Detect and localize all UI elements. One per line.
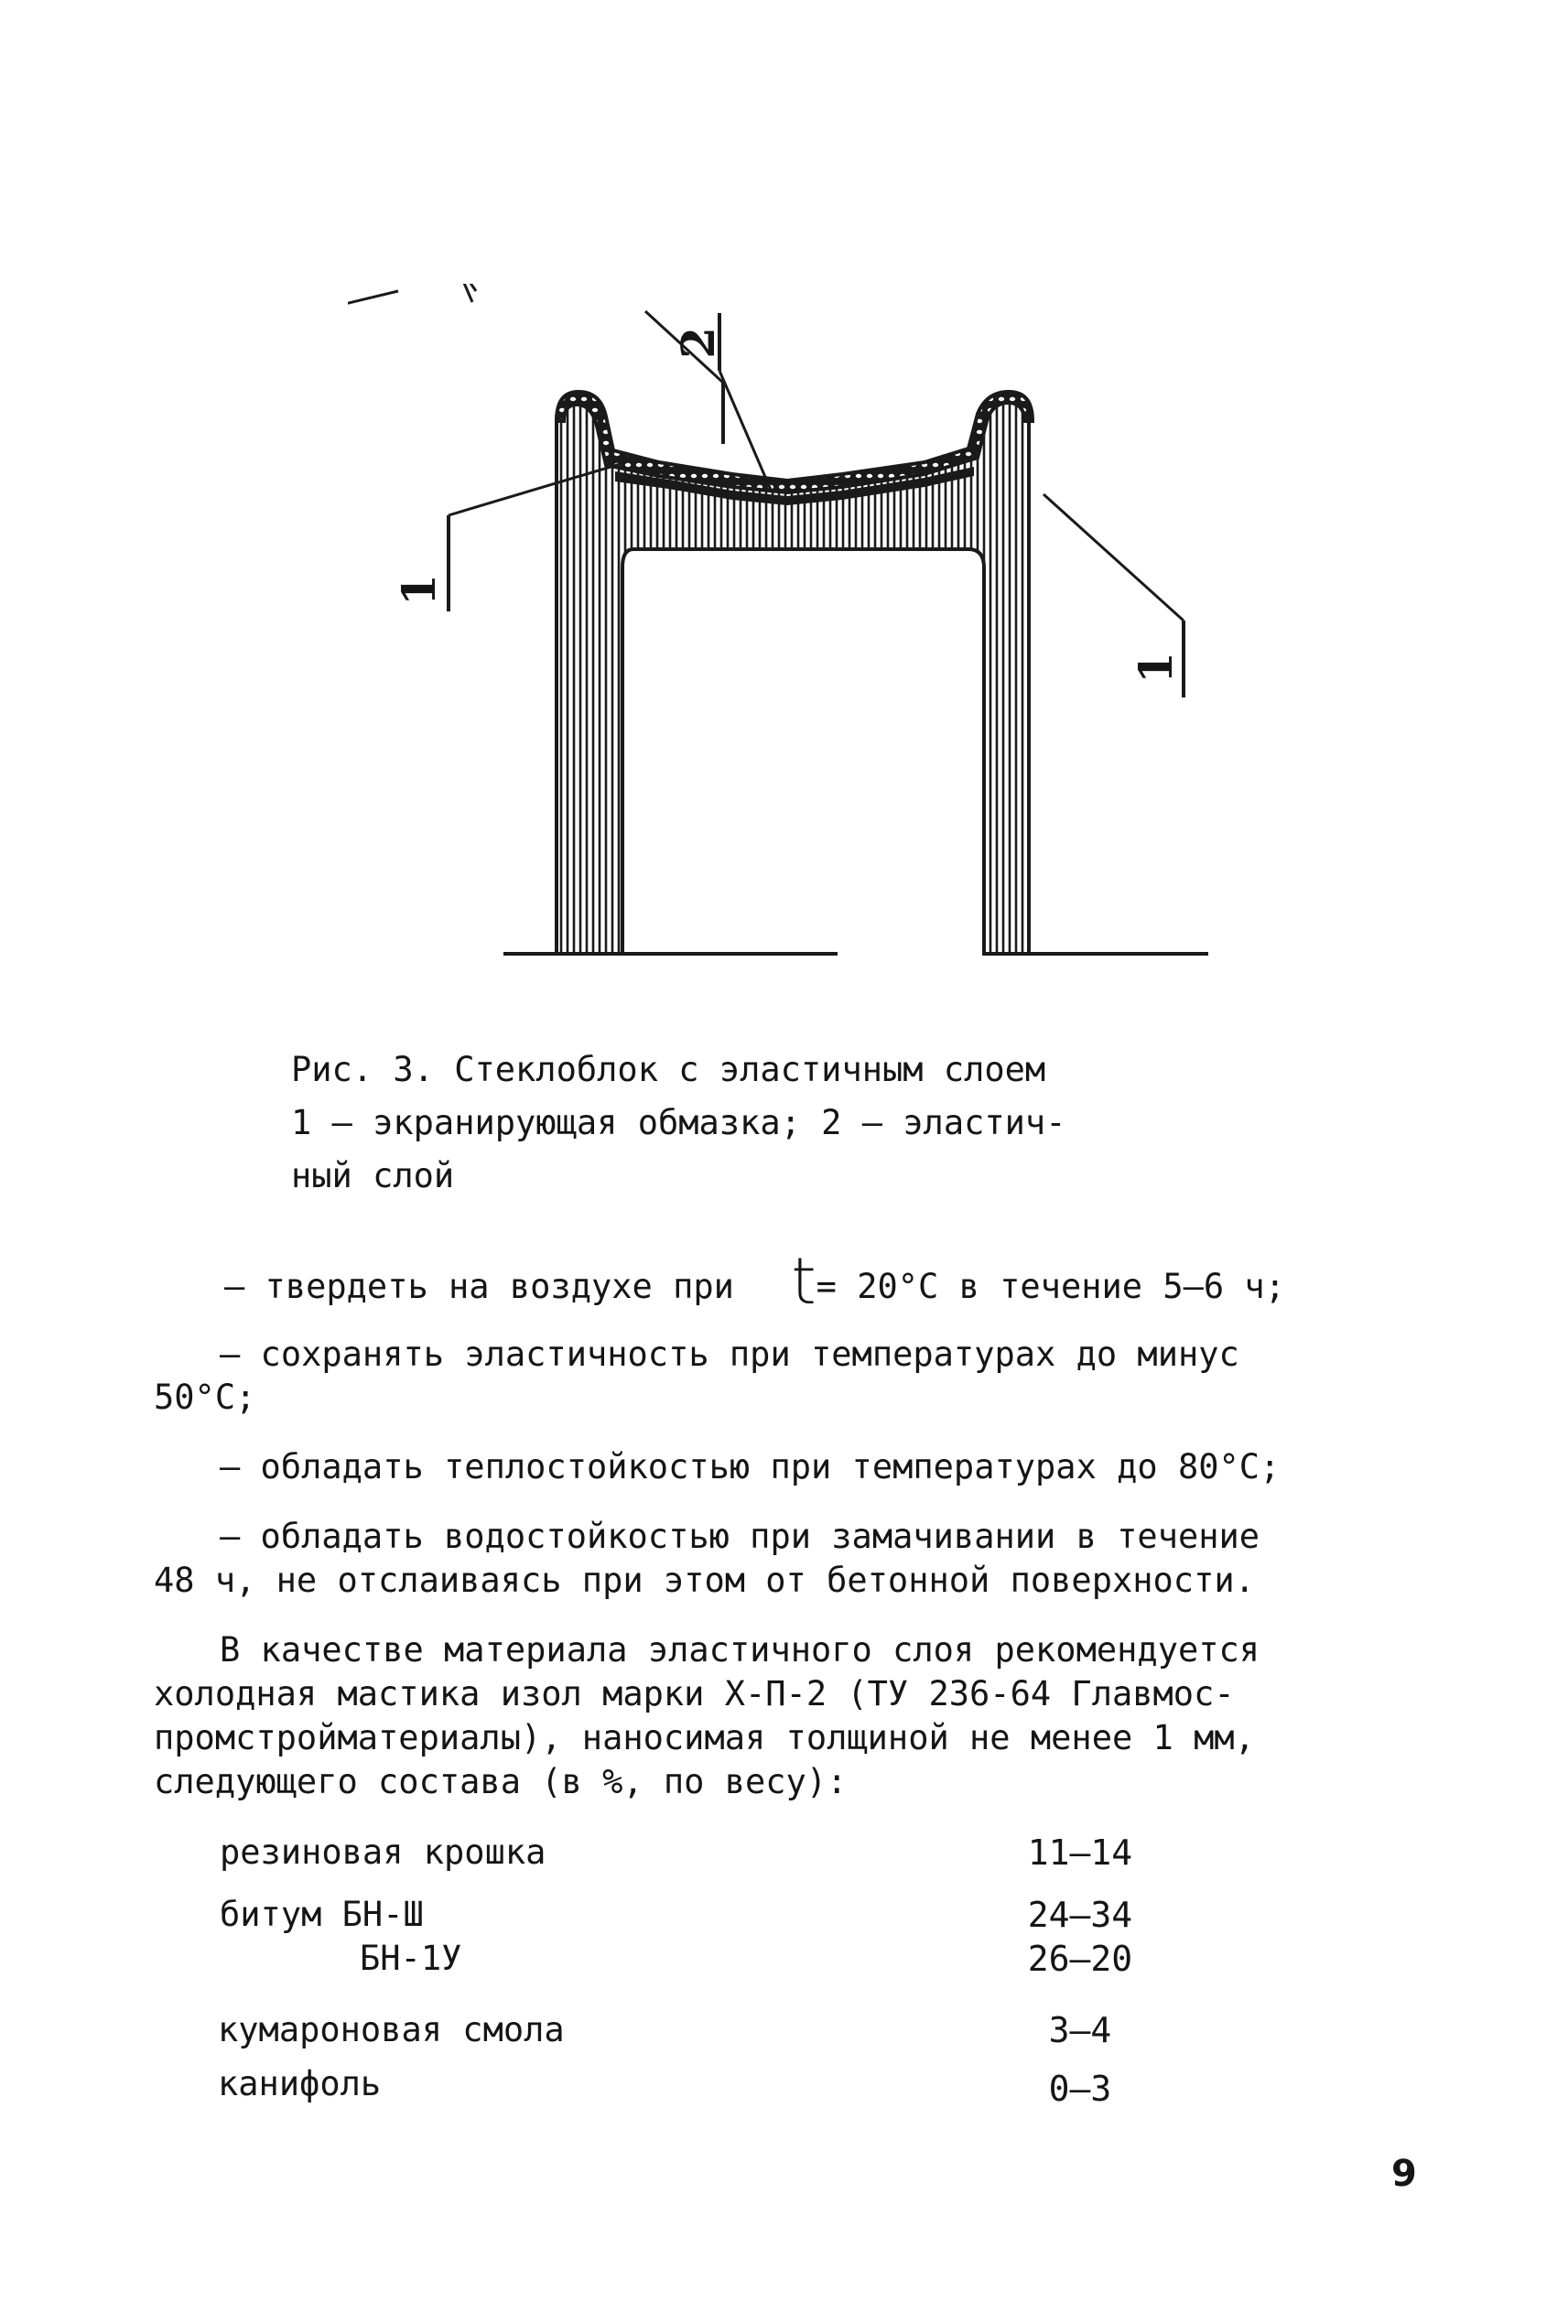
leader-1-left-diagonal xyxy=(449,462,626,515)
caption-line-1: Рис. 3. Стеклоблок с эластичным слоем xyxy=(291,1050,1046,1089)
figure-caption xyxy=(291,1043,1206,1203)
composition-value-3: 26–20 xyxy=(1027,1939,1133,1979)
requirement-4-line-1: – обладать водостойкостью при замачивании в течение xyxy=(220,1517,1260,1556)
callout-label-1-left: 1 xyxy=(391,574,446,606)
composition-name-2: битум БН-Ш xyxy=(220,1895,424,1934)
requirement-1-before: – твердеть на воздухе при xyxy=(224,1267,734,1306)
paragraph-line-4: следующего состава (в %, по весу): xyxy=(154,1762,848,1801)
paragraph-line-2: холодная мастика изол марки Х-П-2 (ТУ 236-64 Главмос- xyxy=(154,1674,1235,1713)
requirement-4-line-2: 48 ч, не отслаиваясь при этом от бетонной поверхности. xyxy=(154,1561,1255,1600)
composition-name-3: БН-1У xyxy=(360,1939,462,1978)
requirement-2-line-1: – сохранять эластичность при температурах до минус xyxy=(220,1335,1239,1374)
leader-1-right-diagonal xyxy=(1044,494,1184,621)
composition-value-1: 11–14 xyxy=(1027,1832,1133,1873)
temperature-symbol: t xyxy=(791,1244,816,1319)
composition-name-4: кумароновая смола xyxy=(218,2010,565,2049)
composition-value-4: 3–4 xyxy=(1048,2010,1112,2050)
paragraph-line-1: В качестве материала эластичного слоя рекомендуется xyxy=(220,1630,1260,1670)
callout-label-2: 2 xyxy=(670,327,725,359)
caption-line-3: ный слой xyxy=(291,1156,455,1195)
paragraph-line-3: промстройматериалы), наносимая толщиной не менее 1 мм, xyxy=(154,1718,1255,1757)
requirement-2-line-2: 50°С; xyxy=(154,1378,256,1417)
requirement-1-after: = 20°С в течение 5–6 ч; xyxy=(816,1267,1285,1306)
requirement-1 xyxy=(224,1244,1285,1319)
page-number: 9 xyxy=(1391,2153,1417,2195)
composition-name-5: канифоль xyxy=(218,2064,382,2103)
composition-value-5: 0–3 xyxy=(1048,2069,1112,2109)
requirement-3: – обладать теплостойкостью при температурах до 80°С; xyxy=(220,1447,1281,1486)
caption-line-2: 1 – экранирующая обмазка; 2 – эластич- xyxy=(291,1103,1066,1142)
composition-name-1: резиновая крошка xyxy=(220,1832,546,1872)
composition-value-2: 24–34 xyxy=(1027,1895,1133,1935)
leader-2-diagonal xyxy=(719,371,771,490)
callout-label-1-right: 1 xyxy=(1128,652,1183,684)
